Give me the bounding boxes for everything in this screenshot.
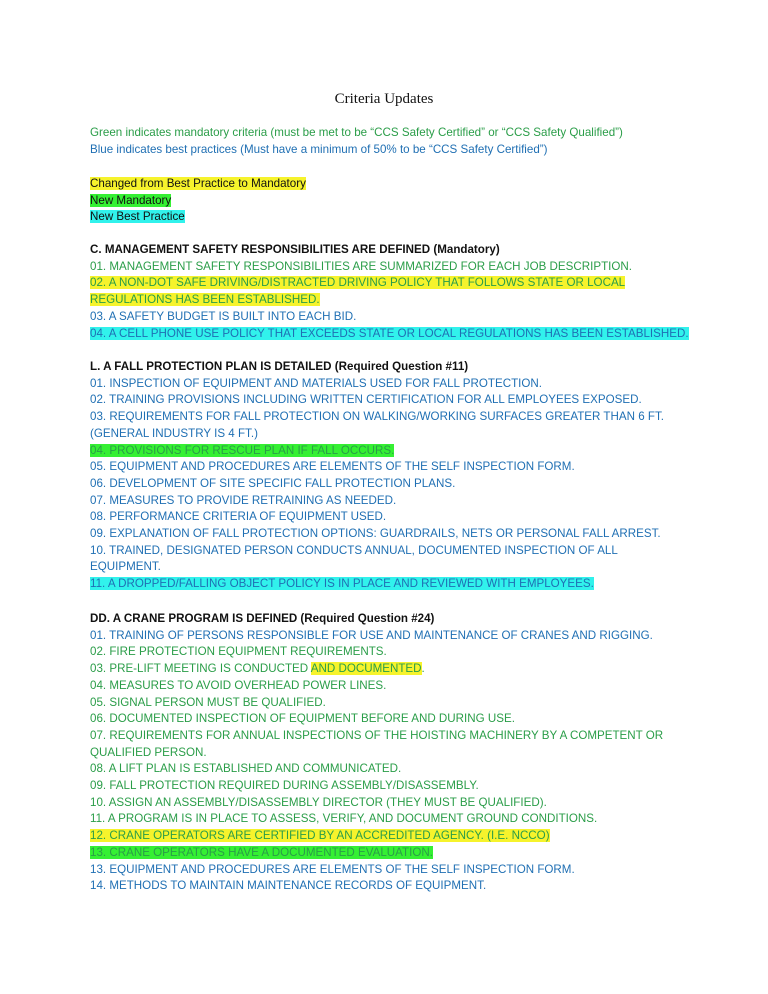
list-item: 07. REQUIREMENTS FOR ANNUAL INSPECTIONS OF THE HOISTING MACHINERY BY A COMPETENT OR: [90, 728, 664, 742]
legend: [90, 125, 690, 158]
list-item: 06. DEVELOPMENT OF SITE SPECIFIC FALL PROTECTION PLANS.: [90, 476, 456, 490]
list-item: 10. ASSIGN AN ASSEMBLY/DISASSEMBLY DIRECTOR (THEY MUST BE QUALIFIED).: [90, 795, 547, 809]
mandatory-legend-note: Green indicates mandatory criteria (must be met to be “CCS Safety Certified” or “CCS Safety Qualified”): [90, 126, 623, 139]
new-mandatory-key: New Mandatory: [90, 193, 172, 207]
list-item: 07. MEASURES TO PROVIDE RETRAINING AS NEEDED.: [90, 493, 397, 507]
list-item: REGULATIONS HAS BEEN ESTABLISHED.: [90, 293, 320, 307]
list-item: 11. A PROGRAM IS IN PLACE TO ASSESS, VERIFY, AND DOCUMENT GROUND CONDITIONS.: [90, 812, 598, 826]
changed-key: Changed from Best Practice to Mandatory: [90, 177, 306, 190]
list-item: 02. TRAINING PROVISIONS INCLUDING WRITTEN CERTIFICATION FOR ALL EMPLOYEES EXPOSED.: [90, 393, 642, 407]
section-c: [90, 242, 690, 342]
list-item: 04. A CELL PHONE USE POLICY THAT EXCEEDS STATE OR LOCAL REGULATIONS HAS BEEN ESTABLISHED.: [90, 326, 689, 340]
list-item: (GENERAL INDUSTRY IS 4 FT.): [90, 426, 258, 440]
list-item: 02. A NON-DOT SAFE DRIVING/DISTRACTED DRIVING POLICY THAT FOLLOWS STATE OR LOCAL: [90, 276, 626, 290]
list-item: 08. A LIFT PLAN IS ESTABLISHED AND COMMUNICATED.: [90, 762, 402, 776]
list-item: 01. INSPECTION OF EQUIPMENT AND MATERIALS USED FOR FALL PROTECTION.: [90, 376, 543, 390]
list-item: 03. A SAFETY BUDGET IS BUILT INTO EACH BID.: [90, 309, 357, 323]
best-practice-legend-note: Blue indicates best practices (Must have a minimum of 50% to be “CCS Safety Certified”): [90, 142, 548, 156]
section-heading: C. MANAGEMENT SAFETY RESPONSIBILITIES ARE DEFINED (Mandatory): [90, 243, 500, 256]
section-heading: L. A FALL PROTECTION PLAN IS DETAILED (Required Question #11): [90, 360, 469, 373]
list-item: 13. CRANE OPERATORS HAVE A DOCUMENTED EVALUATION.: [90, 845, 433, 859]
list-item: 05. SIGNAL PERSON MUST BE QUALIFIED.: [90, 695, 326, 709]
section-l: [90, 359, 690, 593]
list-item: 12. CRANE OPERATORS ARE CERTIFIED BY AN ACCREDITED AGENCY. (I.E. NCCO): [90, 829, 550, 843]
list-item: 01. TRAINING OF PERSONS RESPONSIBLE FOR USE AND MAINTENANCE OF CRANES AND RIGGING.: [90, 628, 653, 642]
list-item: 11. A DROPPED/FALLING OBJECT POLICY IS IN PLACE AND REVIEWED WITH EMPLOYEES.: [90, 577, 594, 591]
page-title: Criteria Updates: [334, 91, 434, 107]
list-item: 04. MEASURES TO AVOID OVERHEAD POWER LINES.: [90, 678, 387, 692]
list-item: 05. EQUIPMENT AND PROCEDURES ARE ELEMENTS OF THE SELF INSPECTION FORM.: [90, 460, 575, 474]
highlight-key: [90, 176, 690, 226]
list-item: 02. FIRE PROTECTION EQUIPMENT REQUIREMENTS.: [90, 645, 387, 659]
list-item: EQUIPMENT.: [90, 560, 161, 574]
list-item: 09. EXPLANATION OF FALL PROTECTION OPTIONS: GUARDRAILS, NETS OR PERSONAL FALL ARREST.: [90, 527, 661, 541]
list-item: 10. TRAINED, DESIGNATED PERSON CONDUCTS ANNUAL, DOCUMENTED INSPECTION OF ALL: [90, 543, 618, 557]
new-best-practice-key: New Best Practice: [90, 210, 185, 224]
list-item: 08. PERFORMANCE CRITERIA OF EQUIPMENT USED.: [90, 510, 387, 524]
list-item: 13. EQUIPMENT AND PROCEDURES ARE ELEMENTS OF THE SELF INSPECTION FORM.: [90, 862, 575, 876]
list-item: 01. MANAGEMENT SAFETY RESPONSIBILITIES ARE SUMMARIZED FOR EACH JOB DESCRIPTION.: [90, 259, 633, 273]
list-item: 03. PRE-LIFT MEETING IS CONDUCTED AND DOCUMENTED.: [90, 662, 425, 676]
section-heading: DD. A CRANE PROGRAM IS DEFINED (Required Question #24): [90, 612, 435, 625]
list-item: 14. METHODS TO MAINTAIN MAINTENANCE RECORDS OF EQUIPMENT.: [90, 879, 487, 893]
list-item: 06. DOCUMENTED INSPECTION OF EQUIPMENT BEFORE AND DURING USE.: [90, 712, 515, 726]
list-item: 03. REQUIREMENTS FOR FALL PROTECTION ON WALKING/WORKING SURFACES GREATER THAN 6 FT.: [90, 410, 664, 424]
list-item: 04. PROVISIONS FOR RESCUE PLAN IF FALL OCCURS.: [90, 443, 395, 457]
list-item: 09. FALL PROTECTION REQUIRED DURING ASSEMBLY/DISASSEMBLY.: [90, 779, 479, 793]
section-dd: [90, 611, 690, 895]
list-item: QUALIFIED PERSON.: [90, 745, 207, 759]
